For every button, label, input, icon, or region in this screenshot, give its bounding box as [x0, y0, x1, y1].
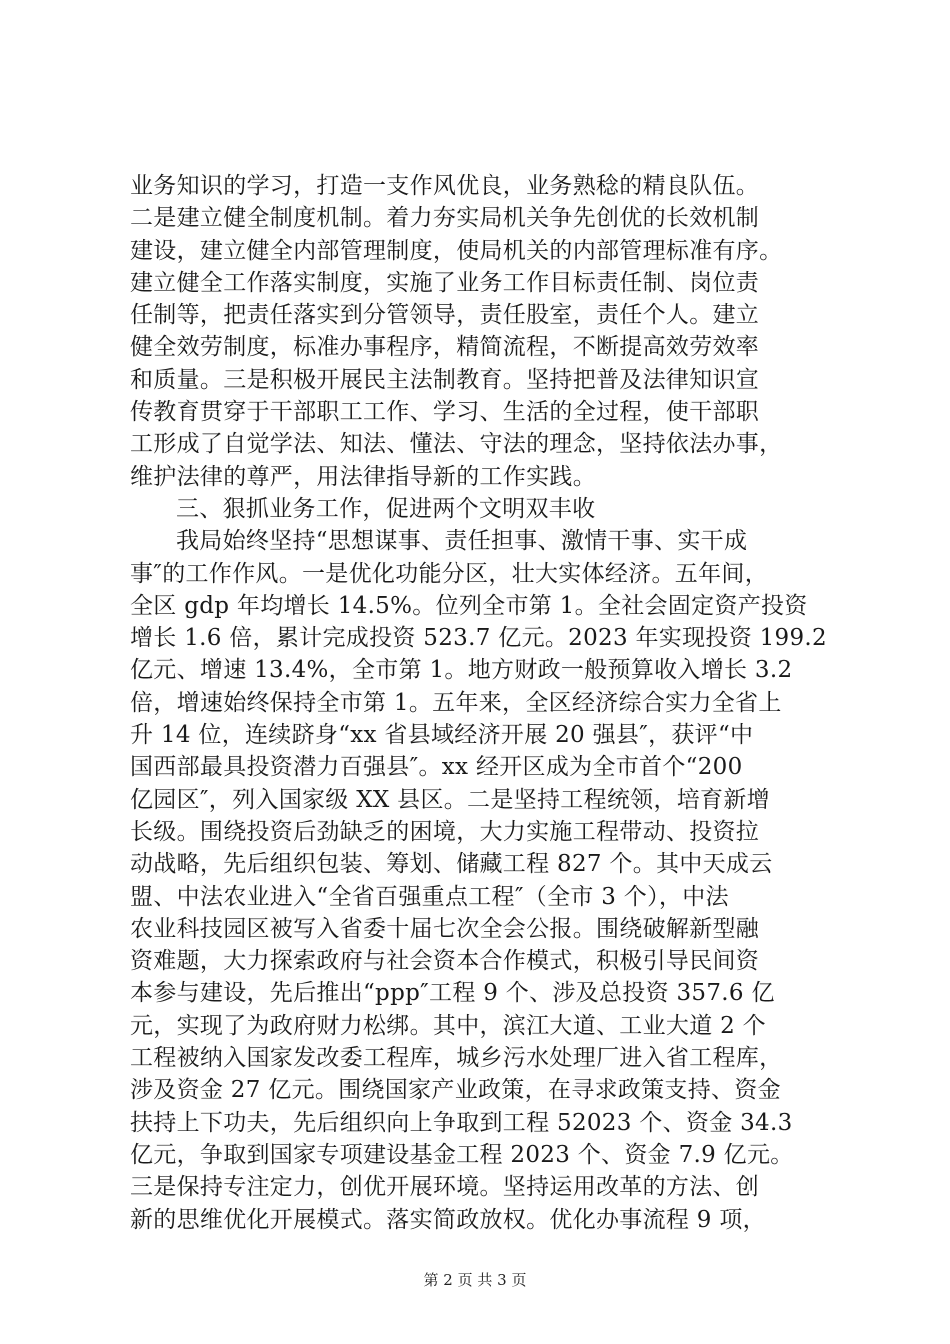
text-line: 国西部最具投资潜力百强县″。xx 经开区成为全市首个“200	[130, 754, 743, 781]
text-line: 二是建立健全制度机制。着力夯实局机关争先创优的长效机制	[130, 205, 760, 232]
text-line: 全区 gdp 年均增长 14.5%。位列全市第 1。全社会固定资产投资	[130, 592, 808, 619]
text-line: 农业科技园区被写入省委十届七次全会公报。围绕破解新型融	[130, 915, 760, 942]
paragraph-first-line: 我局始终坚持“思想谋事、责任担事、激情干事、实干成	[176, 528, 748, 555]
text-line: 增长 1.6 倍，累计完成投资 523.7 亿元。2023 年实现投资 199.2	[130, 625, 827, 652]
text-line: 新的思维优化开展模式。落实简政放权。优化办事流程 9 项，	[130, 1206, 766, 1233]
text-line: 资难题，大力探索政府与社会资本合作模式，积极引导民间资	[130, 948, 760, 975]
text-line: 工程被纳入国家发改委工程库，城乡污水处理厂进入省工程库，	[130, 1045, 783, 1072]
text-line: 动战略，先后组织包装、筹划、储藏工程 827 个。其中天成云	[130, 851, 773, 878]
text-line: 传教育贯穿于干部职工工作、学习、生活的全过程，使干部职	[130, 399, 760, 426]
text-line: 和质量。三是积极开展民主法制教育。坚持把普及法律知识宣	[130, 366, 760, 393]
text-line: 升 14 位，连续跻身“xx 省县域经济开展 20 强县″，获评“中	[130, 722, 754, 749]
text-line: 亿园区″，列入国家级 XX 县区。二是坚持工程统领，培育新增	[130, 786, 770, 813]
text-line: 盟、中法农业进入“全省百强重点工程″（全市 3 个），中法	[130, 883, 729, 910]
paragraph-first-line: 三、狠抓业务工作，促进两个文明双丰收	[176, 495, 596, 522]
text-line: 业务知识的学习，打造一支作风优良，业务熟稔的精良队伍。	[130, 173, 760, 199]
text-line: 亿元、增速 13.4%，全市第 1。地方财政一般预算收入增长 3.2	[130, 657, 793, 684]
text-line: 涉及资金 27 亿元。围绕国家产业政策，在寻求政策支持、资金	[130, 1077, 781, 1104]
text-line: 建立健全工作落实制度，实施了业务工作目标责任制、岗位责	[130, 269, 760, 296]
text-line: 事″的工作作风。一是优化功能分区，壮大实体经济。五年间，	[130, 560, 768, 587]
document-body	[130, 170, 830, 1236]
text-line: 三是保持专注定力，创优开展环境。坚持运用改革的方法、创	[130, 1174, 760, 1201]
text-line: 维护法律的尊严，用法律指导新的工作实践。	[130, 463, 596, 490]
text-line: 健全效劳制度，标准办事程序，精简流程，不断提高效劳效率	[130, 334, 760, 361]
text-line: 任制等，把责任落实到分管领导，责任股室，责任个人。建立	[130, 302, 760, 329]
text-line: 工形成了自觉学法、知法、懂法、守法的理念，坚持依法办事，	[130, 431, 783, 458]
text-line: 亿元，争取到国家专项建设基金工程 2023 个、资金 7.9 亿元。	[130, 1141, 794, 1168]
text-line: 长级。围绕投资后劲缺乏的困境，大力实施工程带动、投资拉	[130, 818, 760, 845]
page-footer: 第 2 页 共 3 页	[423, 1271, 527, 1289]
text-line: 元，实现了为政府财力松绑。其中，滨江大道、工业大道 2 个	[130, 1012, 766, 1039]
text-line: 倍，增速始终保持全市第 1。五年来，全区经济综合实力全省上	[130, 689, 782, 716]
text-line: 建设，建立健全内部管理制度，使局机关的内部管理标准有序。	[130, 237, 783, 264]
text-line: 本参与建设，先后推出“ppp″工程 9 个、涉及总投资 357.6 亿	[130, 980, 775, 1007]
text-line: 扶持上下功夫，先后组织向上争取到工程 52023 个、资金 34.3	[130, 1109, 793, 1136]
